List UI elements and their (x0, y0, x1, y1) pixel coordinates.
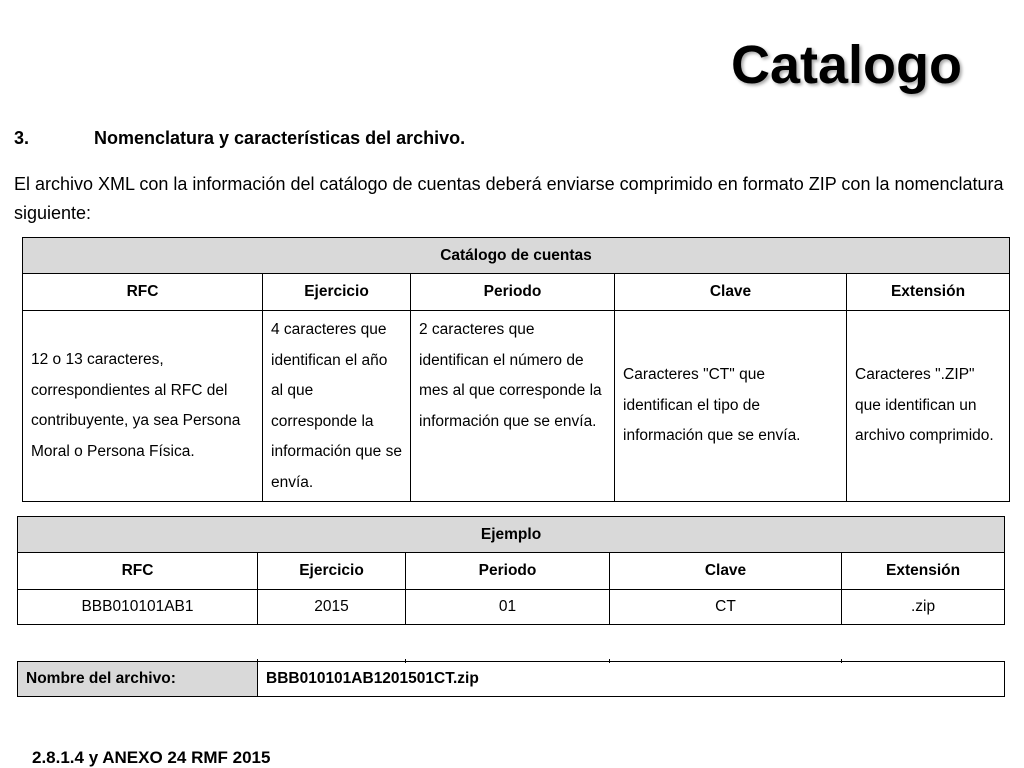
filename-label: Nombre del archivo: (18, 662, 258, 697)
filename-table (17, 661, 1005, 697)
example-header-clave: Clave (610, 553, 842, 590)
slide-title: Catalogo (730, 35, 962, 95)
example-header-periodo: Periodo (406, 553, 610, 590)
catalog-cell-extension: Caracteres ".ZIP" que identifican un archivo comprimido. (847, 311, 1010, 502)
example-value-extension: .zip (842, 590, 1005, 625)
catalog-cell-rfc: 12 o 13 caracteres, correspondientes al RFC del contribuyente, ya sea Persona Moral o Persona Física. (23, 311, 263, 502)
catalog-header-periodo: Periodo (411, 274, 615, 311)
section-heading (14, 128, 465, 149)
filename-value: BBB010101AB1201501CT.zip (258, 662, 1005, 697)
catalog-table-caption: Catálogo de cuentas (23, 238, 1010, 274)
example-header-rfc: RFC (18, 553, 258, 590)
example-header-ejercicio: Ejercicio (258, 553, 406, 590)
example-value-ejercicio: 2015 (258, 590, 406, 625)
example-table (17, 516, 1005, 625)
section-heading-text: Nomenclatura y características del archivo. (94, 128, 466, 148)
example-value-clave: CT (610, 590, 842, 625)
catalog-header-extension: Extensión (847, 274, 1010, 311)
catalog-table (22, 237, 1010, 502)
example-table-caption: Ejemplo (18, 517, 1005, 553)
catalog-header-ejercicio: Ejercicio (263, 274, 411, 311)
catalog-header-rfc: RFC (23, 274, 263, 311)
example-value-rfc: BBB010101AB1 (18, 590, 258, 625)
intro-paragraph: El archivo XML con la información del catálogo de cuentas deberá enviarse comprimido en formato ZIP con la nomenclatura siguiente: (14, 174, 1004, 223)
section-number: 3. (14, 128, 30, 148)
catalog-cell-ejercicio: 4 caracteres que identifican el año al que corresponde la información que se envía. (263, 311, 411, 502)
example-header-extension: Extensión (842, 553, 1005, 590)
catalog-header-clave: Clave (615, 274, 847, 311)
example-value-periodo: 01 (406, 590, 610, 625)
catalog-cell-clave: Caracteres "CT" que identifican el tipo de información que se envía. (615, 311, 847, 502)
catalog-cell-periodo: 2 caracteres que identifican el número de mes al que corresponde la información que se envía. (411, 311, 615, 502)
footer-reference: 2.8.1.4 y ANEXO 24 RMF 2015 (32, 748, 271, 767)
